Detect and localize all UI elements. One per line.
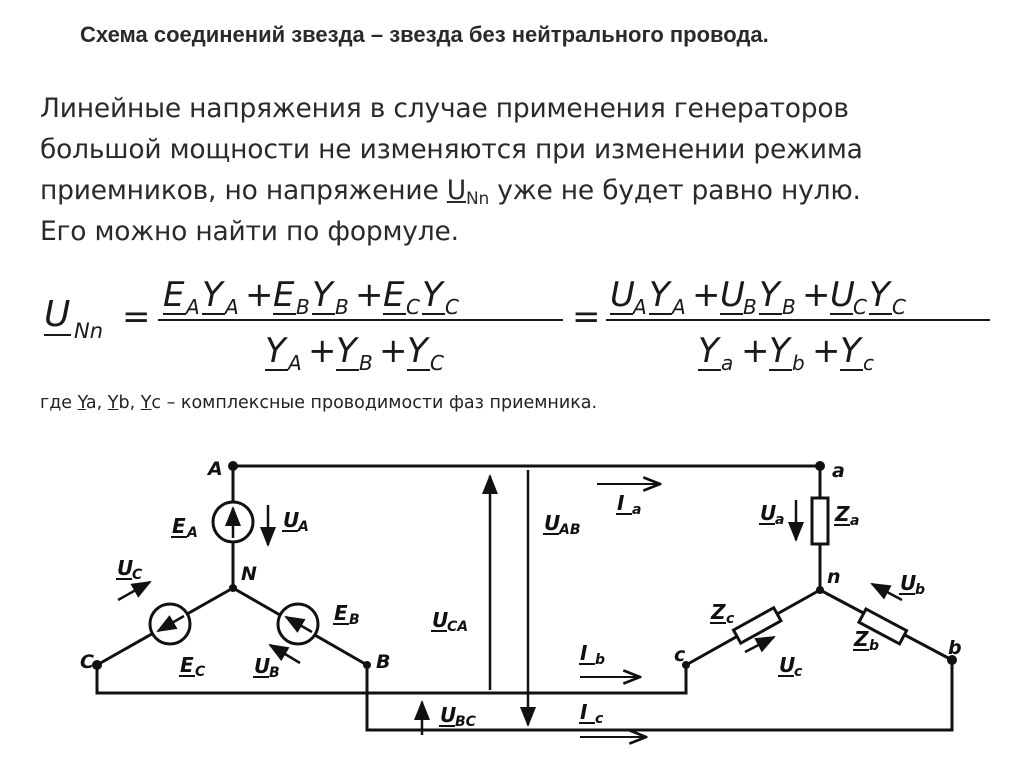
label-uca-subscript: CA: [447, 619, 469, 635]
paragraph-line-1: Линейные напряжения в случае применения генераторов: [40, 93, 849, 124]
slide-title: Схема соединений звезда – звезда без нейтрального провода.: [80, 22, 769, 47]
description-paragraph: [40, 88, 1000, 252]
formula-symbol: Y: [336, 331, 357, 371]
formula-subscript: C: [892, 295, 906, 319]
where-s1: a,: [85, 393, 108, 413]
paragraph-line-3-start: приемников, но напряжение: [40, 175, 447, 206]
label-eb-subscript: B: [349, 612, 360, 628]
where-note: [40, 393, 597, 413]
formula-subscript: C: [406, 295, 420, 319]
node-label-b-lower: b: [948, 637, 962, 659]
formula-symbol: Y: [869, 275, 890, 315]
plus-sign: +: [245, 275, 274, 315]
voltage-ub-arrow-icon: [270, 645, 300, 663]
label-uc: U: [779, 653, 796, 677]
voltage-ub-load-arrow-icon: [872, 584, 902, 600]
formula-symbol: Y: [265, 331, 286, 371]
node-label-a-lower: a: [832, 460, 845, 482]
node-n-load: [816, 586, 824, 594]
label-ia: I: [617, 491, 625, 515]
formula-denominator-2: [698, 331, 874, 375]
formula-subscript: A: [186, 295, 200, 319]
paragraph-line-3: [40, 170, 1000, 211]
formula-subscript: B: [335, 295, 349, 319]
where-prefix: где: [40, 393, 78, 413]
where-y3: Y: [140, 393, 152, 413]
formula-equals-1: =: [122, 297, 151, 337]
plus-sign: +: [692, 275, 721, 315]
label-uab-subscript: AB: [559, 522, 581, 538]
paragraph-line-3-end: уже не будет равно нулю.: [489, 175, 861, 206]
label-ec-subscript: C: [195, 664, 206, 680]
formula-symbol: E: [163, 275, 185, 315]
formula-subscript: B: [296, 295, 310, 319]
node-label-c-lower: c: [674, 644, 686, 666]
formula-subscript: b: [792, 351, 805, 375]
label-ea-subscript: A: [187, 525, 198, 541]
label-uab: U: [544, 511, 561, 535]
formula-subscript: C: [445, 295, 459, 319]
label-za-subscript: a: [850, 513, 860, 529]
node-b-generator: [363, 661, 371, 669]
label-ea: E: [172, 514, 186, 538]
formula-symbol: U: [610, 275, 635, 315]
node-a-generator: [228, 461, 238, 471]
formula-subscript: c: [863, 351, 874, 375]
where-y2: Y: [107, 393, 119, 413]
label-ub: U: [254, 654, 271, 678]
formula-subscript: B: [359, 351, 373, 375]
paragraph-line-4: Его можно найти по формуле.: [40, 216, 459, 247]
label-zb: Z: [854, 627, 869, 651]
plus-sign: +: [379, 331, 408, 371]
formula-symbol: Y: [202, 275, 223, 315]
label-ubc: U: [440, 703, 457, 727]
label-uca: U: [432, 608, 449, 632]
label-ua: U: [760, 501, 777, 525]
formula-subscript: B: [782, 295, 796, 319]
label-uc: U: [117, 556, 134, 580]
formula-subscript: B: [743, 295, 757, 319]
node-label-b-upper: B: [376, 651, 391, 673]
formula-subscript: a: [721, 351, 734, 375]
formula-symbol: Y: [407, 331, 428, 371]
label-zb-subscript: b: [869, 638, 880, 654]
node-label-n-upper: N: [241, 563, 257, 585]
formula-symbol: Y: [759, 275, 780, 315]
voltage-uc-arrow-icon: [118, 582, 150, 600]
formula-subscript: A: [672, 295, 686, 319]
plus-sign: +: [812, 331, 841, 371]
label-ib-subscript: b: [595, 652, 606, 668]
node-label-n-lower: n: [827, 566, 841, 588]
formula-lhs-symbol: U: [44, 294, 71, 335]
label-ia-subscript: a: [632, 502, 642, 518]
label-ua-subscript: a: [775, 512, 785, 528]
plus-sign: +: [741, 331, 770, 371]
voltage-unn-subscript: Nn: [465, 189, 490, 209]
formula-equals-2: =: [572, 297, 601, 337]
formula-symbol: Y: [769, 331, 790, 371]
label-zc-subscript: c: [726, 611, 735, 627]
plus-sign: +: [802, 275, 831, 315]
label-uc-subscript: C: [132, 567, 143, 583]
star-star-circuit-diagram: [0, 440, 1024, 767]
node-n: [229, 584, 237, 592]
load-za-icon: [812, 498, 828, 544]
label-ua: U: [283, 508, 300, 532]
plus-sign: +: [308, 331, 337, 371]
paragraph-line-2: большой мощности не изменяются при изменении режима: [40, 134, 863, 165]
label-ic: I: [580, 700, 588, 724]
label-ec: E: [180, 653, 194, 677]
formula-symbol: U: [720, 275, 745, 315]
formula-symbol: Y: [649, 275, 670, 315]
formula-subscript: C: [430, 351, 444, 375]
formula-symbol: Y: [698, 331, 719, 371]
formula-subscript: A: [633, 295, 647, 319]
formula-symbol: Y: [840, 331, 861, 371]
formula-symbol: U: [830, 275, 855, 315]
formula-numerator-2: [610, 275, 906, 319]
plus-sign: +: [355, 275, 384, 315]
node-a-load: [815, 461, 825, 471]
label-ic-subscript: c: [595, 711, 604, 727]
unn-formula: [30, 262, 990, 387]
label-ib: I: [580, 641, 588, 665]
where-s3: c – комплексные проводимости фаз приемника.: [151, 393, 598, 413]
formula-denominator-1: [265, 331, 444, 375]
label-zc: Z: [711, 600, 726, 624]
formula-subscript: A: [225, 295, 239, 319]
formula-subscript: C: [853, 295, 867, 319]
label-eb: E: [334, 601, 348, 625]
label-ub: U: [900, 571, 917, 595]
label-za: Z: [835, 502, 850, 526]
label-uc-subscript: c: [794, 664, 803, 680]
formula-numerator-1: [163, 275, 459, 319]
formula-symbol: E: [383, 275, 405, 315]
formula-symbol: Y: [422, 275, 443, 315]
label-ub-subscript: b: [915, 582, 926, 598]
where-y1: Y: [77, 393, 86, 413]
where-s2: b,: [118, 393, 141, 413]
node-label-c-upper: C: [80, 651, 94, 673]
label-ubc-subscript: BC: [455, 714, 476, 730]
formula-subscript: A: [288, 351, 302, 375]
label-ua-subscript: A: [298, 519, 309, 535]
node-label-a-upper: A: [208, 458, 223, 480]
voltage-unn-symbol: U: [446, 175, 466, 206]
formula-symbol: E: [273, 275, 295, 315]
formula-symbol: Y: [312, 275, 333, 315]
formula-lhs-subscript: Nn: [74, 319, 104, 343]
label-ub-subscript: B: [269, 665, 280, 681]
